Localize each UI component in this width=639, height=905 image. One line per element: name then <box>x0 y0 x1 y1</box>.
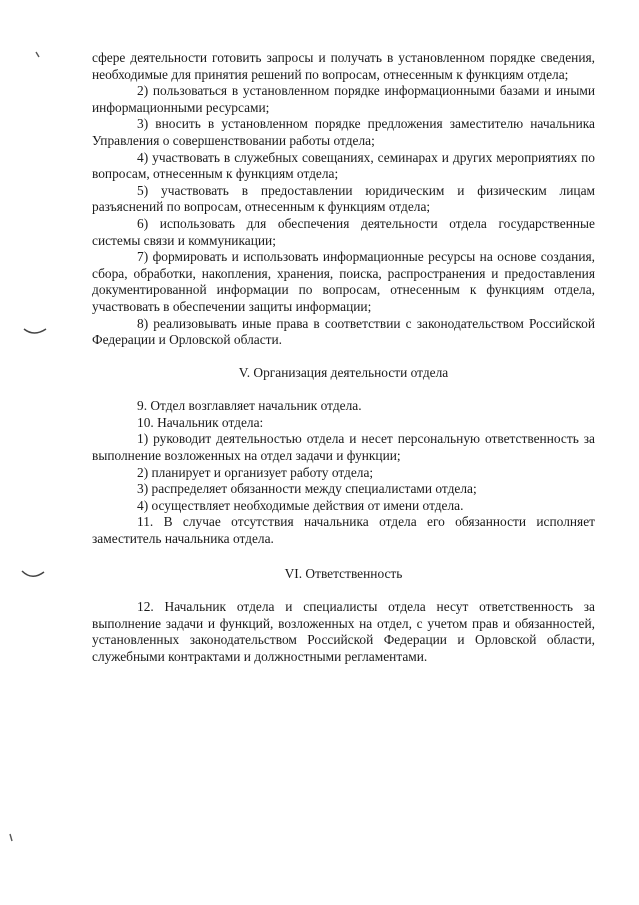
document-body <box>92 50 595 666</box>
paragraph-continuation: сфере деятельности готовить запросы и получать в установленном порядке сведения, необходимые для принятия решений по вопросам, отнесенным к функциям отдела; <box>92 50 595 82</box>
scan-mark-top <box>34 50 42 60</box>
right-item-2: 2) пользоваться в установленном порядке информационными базами и иными информационными ресурсами; <box>92 83 595 115</box>
duty-4: 4) осуществляет необходимые действия от имени отдела. <box>137 497 464 513</box>
right-item-5: 5) участвовать в предоставлении юридическим и физическим лицам разъяснений по вопросам, отнесенным к функциям отдела; <box>92 182 595 215</box>
right-item-4: 4) участвовать в служебных совещаниях, семинарах и других мероприятиях по вопросам, отнесенным к функциям отдела; <box>92 149 595 182</box>
clause-11: 11. В случае отсутствия начальника отдела его обязанности исполняет заместитель начальника отдела. <box>92 514 595 547</box>
section-6-heading: VI. Ответственность <box>284 565 403 581</box>
right-item-6: 6) использовать для обеспечения деятельности отдела государственные системы связи и коммуникации; <box>92 215 595 248</box>
clause-10: 10. Начальник отдела: <box>137 414 264 430</box>
clause-12: 12. Начальник отдела и специалисты отдела несут ответственность за выполнение задачи и функций, возложенных на отдел, с учетом прав и обязанностей, установленных законодательством Российской Федерации и Орловской области, служебными контрактами и должностными регламентами. <box>92 599 595 664</box>
duty-3: 3) распределяет обязанности между специалистами отдела; <box>137 481 477 497</box>
section-5-heading: V. Организация деятельности отдела <box>238 364 449 380</box>
right-item-8: 8) реализовывать иные права в соответствии с законодательством Российской Федерации и Орловской области. <box>92 315 595 348</box>
scan-mark-upper-curve <box>22 326 48 338</box>
right-item-3: 3) вносить в установленном порядке предложения заместителю начальника Управления о совершенствовании работы отдела; <box>92 116 595 148</box>
duty-1: 1) руководит деятельностью отдела и несет персональную ответственность за выполнение возложенных на отдел задачи и функции; <box>92 431 595 464</box>
right-item-7: 7) формировать и использовать информационные ресурсы на основе создания, сбора, обработки, накопления, хранения, поиска, распространения и предоставления документированной информации по вопросам, отнесенным к функциям отдела, участвовать в обеспечении защиты информации; <box>92 249 595 314</box>
scan-mark-bottom <box>7 832 15 844</box>
duty-2: 2) планирует и организует работу отдела; <box>137 464 374 480</box>
scan-mark-lower-curve <box>20 568 46 582</box>
clause-9: 9. Отдел возглавляет начальник отдела. <box>137 398 362 414</box>
